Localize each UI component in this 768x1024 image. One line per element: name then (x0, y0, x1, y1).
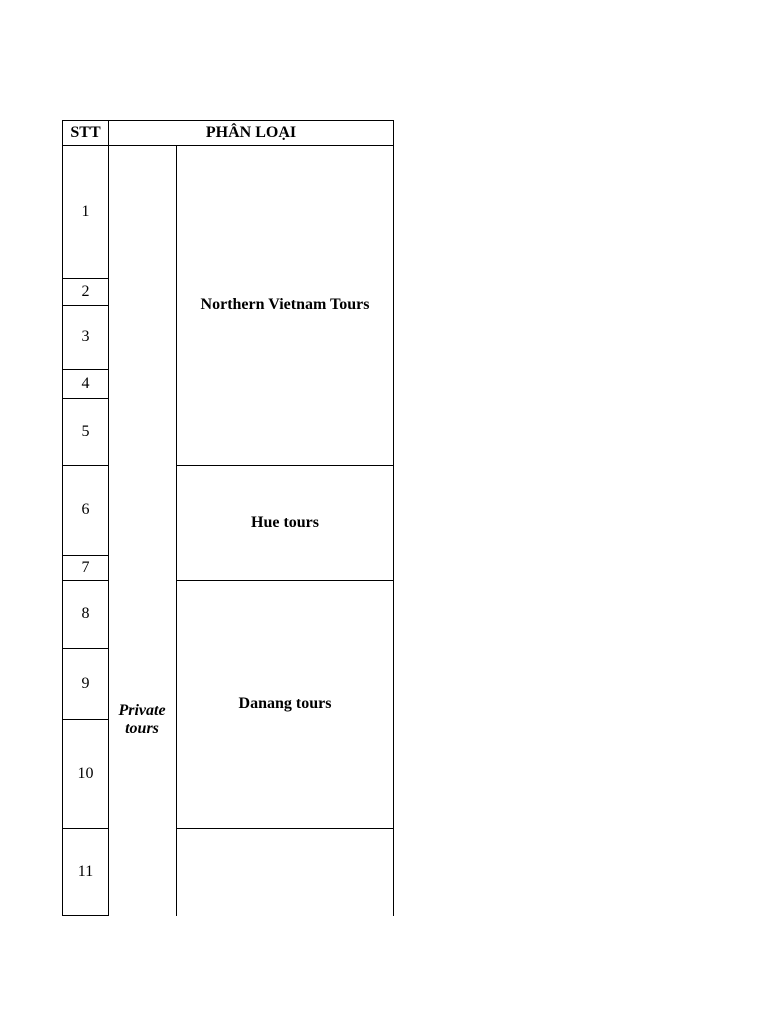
stt-cell: 8 (81, 605, 90, 622)
header-phan-loai: PHÂN LOẠI (205, 123, 297, 141)
header-stt: STT (70, 123, 101, 141)
group-cell: Northern Vietnam Tours (200, 296, 370, 313)
group-cell: Hue tours (251, 513, 319, 531)
stt-cell: 4 (81, 374, 90, 392)
stt-cell: 5 (81, 422, 90, 440)
stt-cell: 1 (81, 202, 90, 220)
category-cell: Private tours (118, 702, 166, 737)
stt-cell: 10 (77, 764, 94, 782)
stt-cell: 2 (81, 282, 90, 300)
group-cell: Danang tours (238, 695, 332, 712)
stt-cell: 3 (81, 328, 90, 345)
stt-cell: 11 (77, 862, 94, 880)
table-bottom-border (62, 915, 109, 916)
stt-cell: 7 (81, 558, 90, 576)
group-cell (176, 828, 394, 915)
stt-cell: 9 (81, 674, 90, 692)
stt-cell: 6 (81, 501, 90, 518)
